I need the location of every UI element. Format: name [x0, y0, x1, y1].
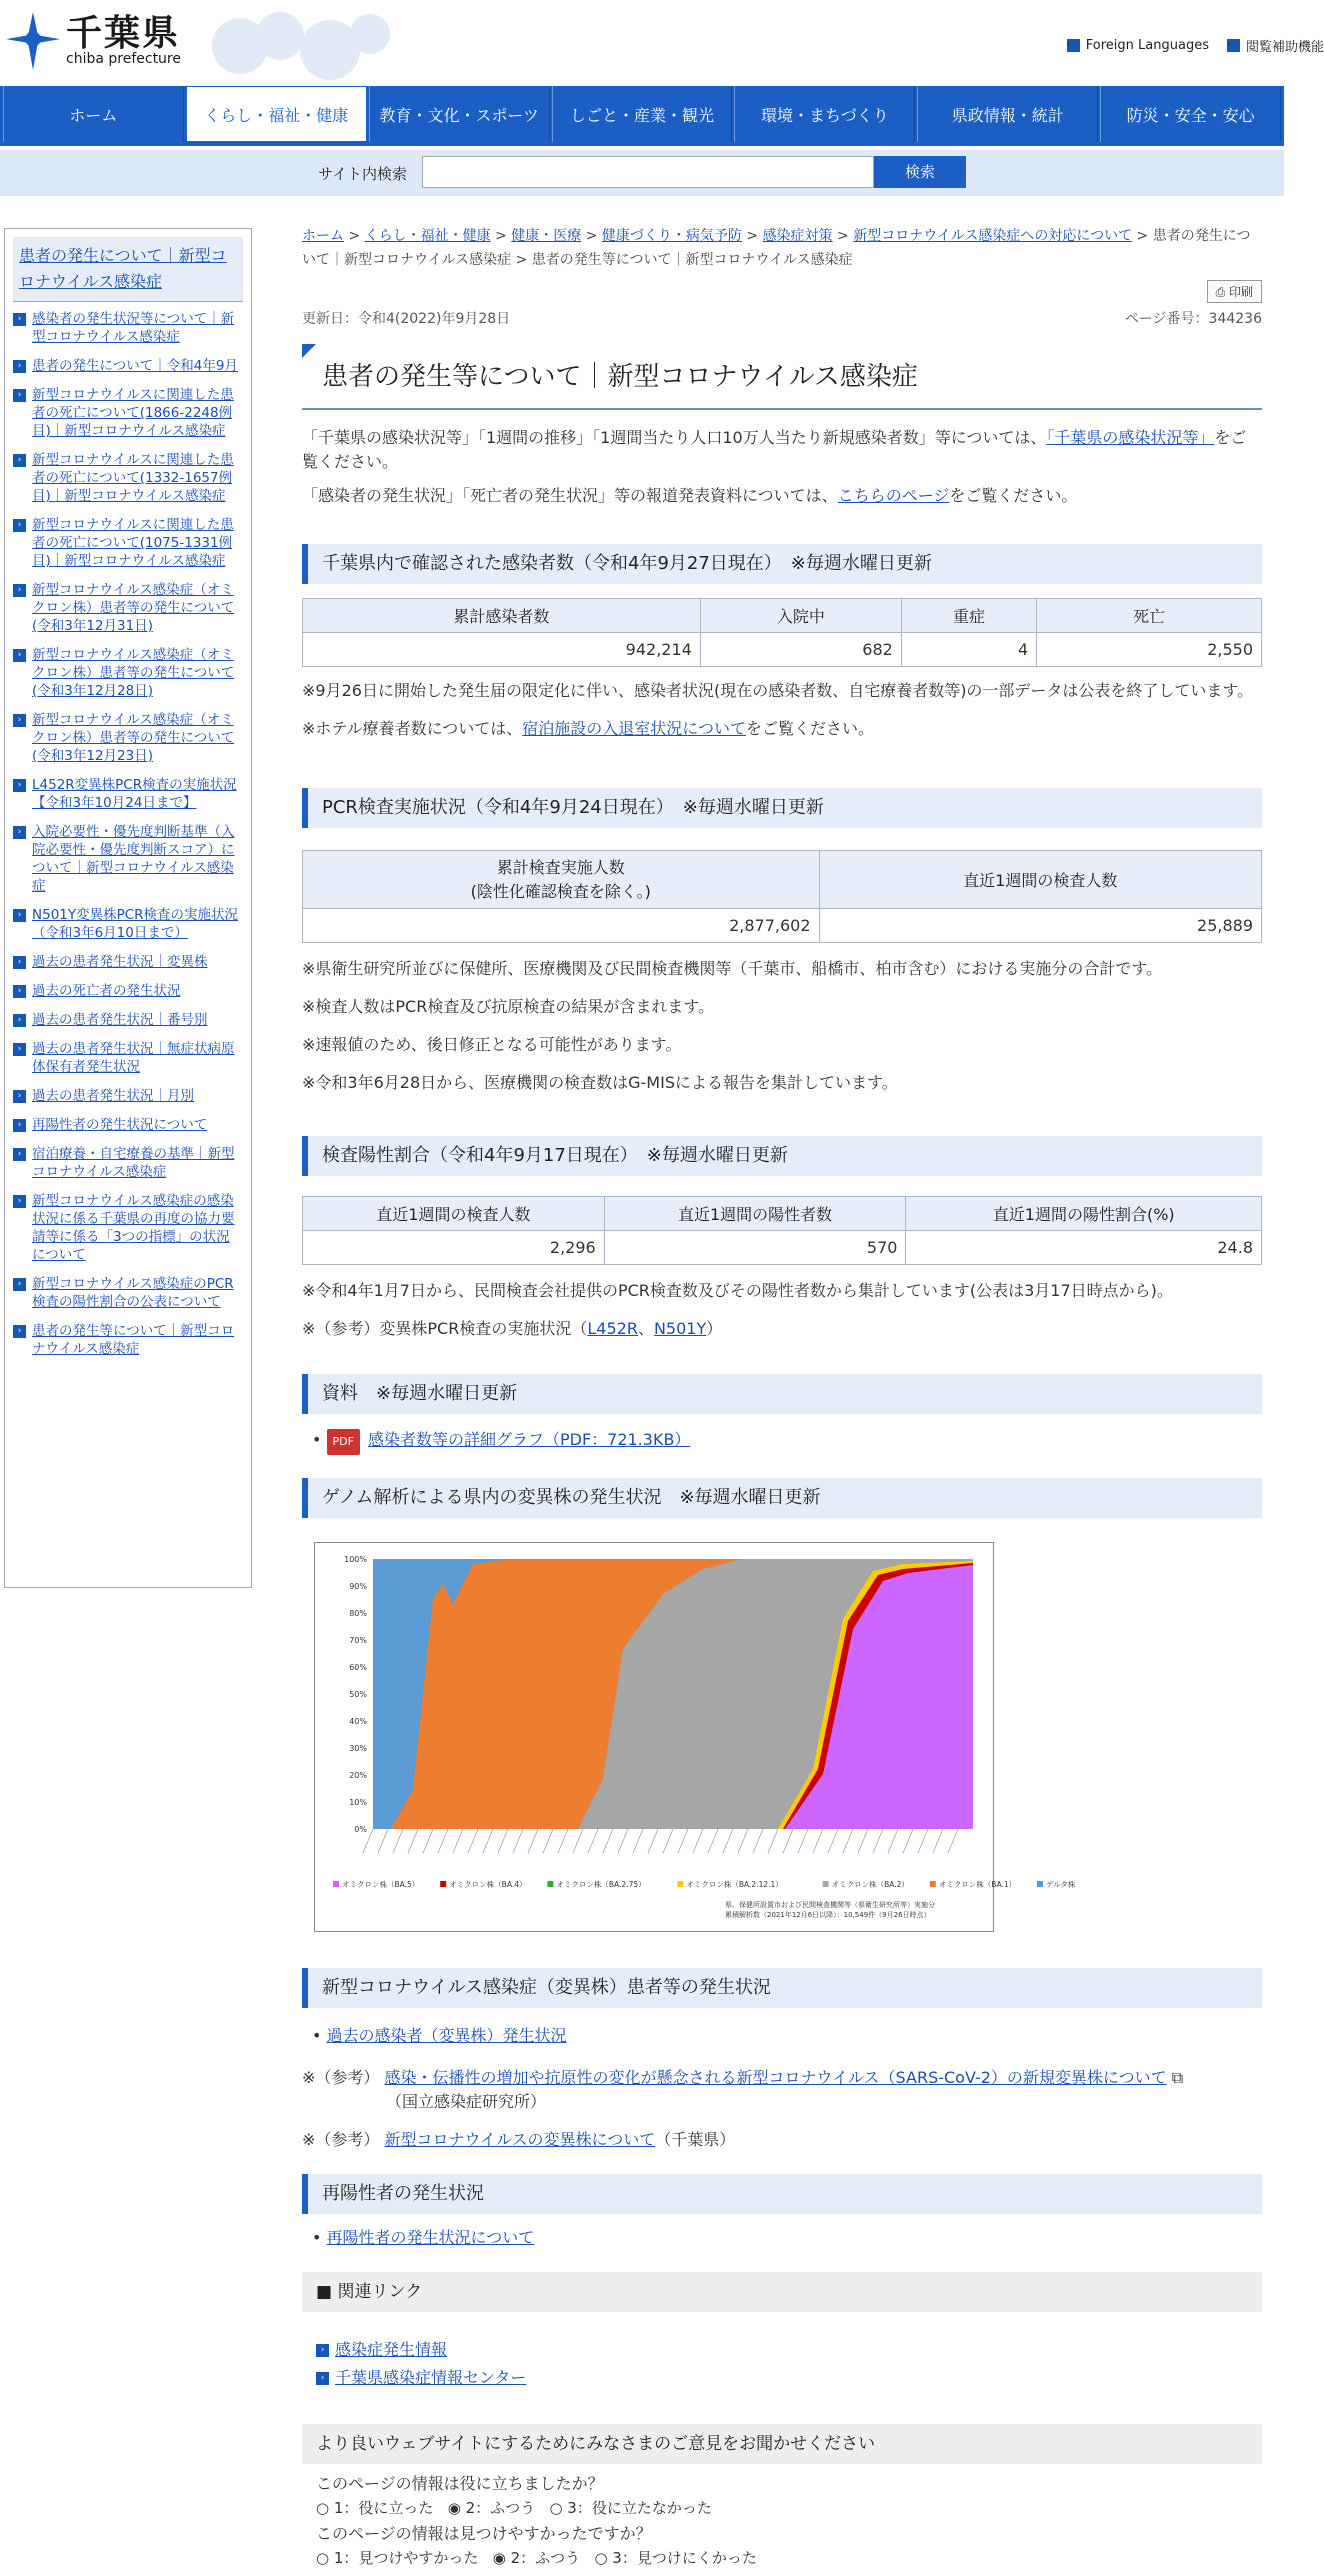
- positivity-table: 直近1週間の検査人数 直近1週間の陽性者数 直近1週間の陽性割合(%) 2,296 570 24.8: [302, 1196, 1262, 1265]
- x-tick-mark: [843, 1829, 853, 1853]
- q1-option-2[interactable]: ◉ 2：ふつう: [447, 2499, 536, 2517]
- section-heading: 資料 ※毎週水曜日更新: [302, 1374, 1262, 1414]
- past-variant-link[interactable]: 過去の感染者（変異株）発生状況: [326, 2026, 567, 2045]
- related-link[interactable]: 感染症発生情報: [335, 2340, 448, 2359]
- section-heading: 新型コロナウイルス感染症（変異株）患者等の発生状況: [302, 1968, 1262, 2008]
- sidebar-item: › 新型コロナウイルス感染症（オミクロン株）患者等の発生について(令和3年12月23日): [13, 711, 243, 765]
- legend-swatch: [823, 1881, 829, 1887]
- header-decoration: [200, 6, 400, 84]
- positivity-section: 検査陽性割合（令和4年9月17日現在） ※毎週水曜日更新 直近1週間の検査人数 直近1週間の陽性者数 直近1週間の陽性割合(%) 2,296 570 24.8 ※令和4年1月7日から、民間検査会社提供のPCR検査数及びその陽性者数から集計しています(公表は3月17日時点から)。 ※（参考）変異株PCR検査の実施状況（L452R、N501Y）: [302, 1136, 1262, 1341]
- q2-option-3[interactable]: ○ 3：見つけにくかった: [594, 2549, 757, 2567]
- sidebar-item: › 過去の患者発生状況｜番号別: [13, 1011, 243, 1029]
- chiba-variant-link[interactable]: 新型コロナウイルスの変異株について: [384, 2130, 656, 2149]
- section-heading: 検査陽性割合（令和4年9月17日現在） ※毎週水曜日更新: [302, 1136, 1262, 1176]
- sidebar-item: › 再陽性者の発生状況について: [13, 1116, 243, 1134]
- x-tick-mark: [918, 1829, 928, 1853]
- legend-label: オミクロン株（BA.2.12.1）: [686, 1880, 783, 1889]
- reading-assist-link[interactable]: › 閲覧補助機能: [1226, 40, 1324, 55]
- section-heading: ゲノム解析による県内の変異株の発生状況 ※毎週水曜日更新: [302, 1478, 1262, 1518]
- search-button[interactable]: 検索: [874, 156, 966, 188]
- q2-option-1[interactable]: ○ 1：見つけやすかった: [316, 2549, 479, 2567]
- arrow-icon: ›: [13, 360, 26, 373]
- x-tick-mark: [738, 1829, 748, 1853]
- related-links: ■ 関連リンク › 感染症発生情報 › 千葉県感染症情報センター: [302, 2272, 1262, 2390]
- x-tick-mark: [948, 1829, 958, 1853]
- nav-work-industry[interactable]: しごと・産業・観光: [552, 86, 733, 142]
- nav-disaster-safety[interactable]: 防災・安全・安心: [1100, 86, 1281, 142]
- nav-home[interactable]: ホーム: [3, 86, 184, 142]
- arrow-icon: ›: [13, 826, 26, 839]
- y-tick-label: 70%: [349, 1636, 367, 1645]
- q1-option-1[interactable]: ○ 1：役に立った: [316, 2499, 434, 2517]
- legend-swatch: [930, 1881, 936, 1887]
- sidebar-list: [13, 310, 243, 1358]
- y-tick-label: 20%: [349, 1771, 367, 1780]
- variant-patients-section: 新型コロナウイルス感染症（変異株）患者等の発生状況 • 過去の感染者（変異株）発生状況 ※（参考） 感染・伝播性の増加や抗原性の変化が懸念される新型コロナウイルス（SARS-CoV-2）の新規変異株について ⧉ （国立感染症研究所） ※（参考） 新型コロナウイルスの変異株について（千葉県）: [302, 1968, 1262, 2152]
- arrow-icon: ›: [13, 1014, 26, 1027]
- arrow-icon: ›: [1067, 39, 1080, 52]
- sidebar-item: › 過去の患者発生状況｜月別: [13, 1087, 243, 1105]
- y-tick-label: 40%: [349, 1717, 367, 1726]
- n501y-link[interactable]: N501Y: [653, 1319, 707, 1338]
- sidebar-item: › L452R変異株PCR検査の実施状況【令和3年10月24日まで】: [13, 776, 243, 812]
- logo-subtitle: chiba prefecture: [66, 51, 181, 67]
- y-tick-label: 100%: [344, 1555, 367, 1564]
- legend-label: オミクロン株（BA.2）: [831, 1880, 909, 1889]
- logo-title: 千葉県: [66, 13, 181, 54]
- chart-source-note: 累積解析数（2021年12月6日以降）：10,549件（9月26日時点）: [725, 1911, 931, 1919]
- x-tick-mark: [813, 1829, 823, 1853]
- hotel-status-link[interactable]: 宿泊施設の入退室状況について: [522, 719, 746, 738]
- x-tick-mark: [783, 1829, 793, 1853]
- arrow-icon: ›: [13, 1090, 26, 1103]
- sidebar-item: › 新型コロナウイルスに関連した患者の死亡について(1866-2248例目)｜新型コロナウイルス感染症: [13, 386, 243, 440]
- arrow-icon: ›: [13, 519, 26, 532]
- site-search-bar: [0, 150, 1284, 196]
- breadcrumb: ホーム > くらし・福祉・健康 > 健康・医療 > 健康づくり・病気予防 > 感染症対策 > 新型コロナウイルス感染症への対応について > 患者の発生について｜新型コロナウイルス感染症 > 患者の発生等について｜新型コロナウイルス感染症: [302, 228, 1251, 268]
- chart-source-note: 県、保健所設置市および民間検査機関等（県衛生研究所等）実施分: [725, 1901, 935, 1909]
- sidebar-item: › 患者の発生等について｜新型コロナウイルス感染症: [13, 1322, 243, 1358]
- arrow-icon: ›: [13, 454, 26, 467]
- chart-svg: [315, 1543, 1076, 1931]
- sidebar-item: › 新型コロナウイルスに関連した患者の死亡について(1075-1331例目)｜新型コロナウイルス感染症: [13, 516, 243, 570]
- repositive-section: 再陽性者の発生状況 • 再陽性者の発生状況について: [302, 2174, 1262, 2250]
- infection-status-link[interactable]: 「千葉県の感染状況等」: [1046, 428, 1215, 447]
- l452r-link[interactable]: L452R: [587, 1319, 638, 1338]
- x-tick-mark: [708, 1829, 718, 1853]
- page-meta: [302, 308, 1262, 328]
- arrow-icon: ›: [13, 1325, 26, 1338]
- sidebar-item: › 新型コロナウイルスに関連した患者の死亡について(1332-1657例目)｜新型コロナウイルス感染症: [13, 451, 243, 505]
- legend-swatch: [440, 1881, 446, 1887]
- y-tick-label: 10%: [349, 1798, 367, 1807]
- sidebar-item: › 過去の患者発生状況｜無症状病原体保有者発生状況: [13, 1040, 243, 1076]
- site-logo[interactable]: [4, 10, 181, 72]
- legend-label: デルタ株: [1046, 1880, 1076, 1889]
- y-tick-label: 50%: [349, 1690, 367, 1699]
- nav-prefecture-info[interactable]: 県政情報・統計: [917, 86, 1098, 142]
- y-tick-label: 30%: [349, 1744, 367, 1753]
- detailed-graph-pdf-link[interactable]: 感染者数等の詳細グラフ（PDF：721.3KB）: [367, 1430, 691, 1449]
- x-tick-mark: [633, 1829, 643, 1853]
- related-link[interactable]: 千葉県感染症情報センター: [335, 2368, 527, 2387]
- materials-section: 資料 ※毎週水曜日更新 • PDF 感染者数等の詳細グラフ（PDF：721.3KB）: [302, 1374, 1262, 1455]
- x-tick-mark: [888, 1829, 898, 1853]
- breadcrumb-link[interactable]: くらし・福祉・健康: [364, 228, 491, 244]
- arrow-icon: ›: [13, 779, 26, 792]
- legend-swatch: [1037, 1881, 1043, 1887]
- sidebar-item: › 感染者の発生状況等について｜新型コロナウイルス感染症: [13, 310, 243, 346]
- x-tick-mark: [588, 1829, 598, 1853]
- q2-option-2[interactable]: ◉ 2：ふつう: [492, 2549, 581, 2567]
- legend-swatch: [547, 1881, 553, 1887]
- x-tick-mark: [723, 1829, 733, 1853]
- site-header: [0, 0, 1324, 86]
- niid-variant-link[interactable]: 感染・伝播性の増加や抗原性の変化が懸念される新型コロナウイルス（SARS-CoV-2）の新規変異株について: [384, 2068, 1167, 2087]
- survey-title: より良いウェブサイトにするためにみなさまのご意見をお聞かせください: [302, 2424, 1262, 2464]
- printer-icon: ⎙: [1215, 285, 1229, 299]
- sidebar-item: › 新型コロナウイルス感染症（オミクロン株）患者等の発生について(令和3年12月31日): [13, 581, 243, 635]
- x-tick-mark: [768, 1829, 778, 1853]
- x-tick-mark: [498, 1829, 508, 1853]
- x-tick-mark: [483, 1829, 493, 1853]
- y-tick-label: 0%: [354, 1825, 367, 1834]
- survey-question-2: このページの情報は見つけやすかったですか？: [316, 2524, 652, 2543]
- y-tick-label: 80%: [349, 1609, 367, 1618]
- sidebar-title-link[interactable]: 患者の発生について｜新型コロナウイルス感染症: [19, 246, 227, 291]
- print-button[interactable]: ⎙ 印刷: [1207, 280, 1262, 303]
- section-heading: PCR検査実施状況（令和4年9月24日現在） ※毎週水曜日更新: [302, 788, 1262, 828]
- sidebar-item: › 過去の患者発生状況｜変異株: [13, 953, 243, 971]
- square-bullet-icon: ■: [316, 2282, 338, 2302]
- arrow-icon: ›: [316, 2372, 329, 2385]
- x-tick-mark: [378, 1829, 388, 1853]
- foreign-languages-link[interactable]: › Foreign Languages: [1066, 38, 1209, 53]
- x-tick-mark: [693, 1829, 703, 1853]
- x-tick-mark: [678, 1829, 688, 1853]
- chiba-emblem-icon: [4, 10, 62, 72]
- x-tick-mark: [933, 1829, 943, 1853]
- section-heading: 再陽性者の発生状況: [302, 2174, 1262, 2214]
- external-link-icon: ⧉: [1171, 2068, 1184, 2087]
- sidebar-item: › 患者の発生について｜令和4年9月: [13, 357, 243, 375]
- intro: 「千葉県の感染状況等」「1週間の推移」「1週間当たり人口10万人当たり新規感染者数」等については、「千葉県の感染状況等」をご覧ください。 「感染者の発生状況」「死亡者の発生状況」等の報道発表資料については、こちらのページをご覧ください。: [302, 428, 1247, 505]
- arrow-icon: ›: [13, 1278, 26, 1291]
- genome-section: [302, 1478, 1262, 1518]
- x-tick-mark: [603, 1829, 613, 1853]
- breadcrumb-link[interactable]: 健康・医療: [511, 228, 582, 244]
- arrow-icon: ›: [13, 1043, 26, 1056]
- x-tick-mark: [558, 1829, 568, 1853]
- arrow-icon: ›: [13, 985, 26, 998]
- legend-label: オミクロン株（BA.4）: [449, 1880, 527, 1889]
- search-input[interactable]: [422, 156, 874, 188]
- x-tick-mark: [468, 1829, 478, 1853]
- legend-label: オミクロン株（BA.1）: [938, 1880, 1017, 1889]
- pcr-table: 累計検査実施人数 (陰性化確認検査を除く。) 直近1週間の検査人数 2,877,602 25,889: [302, 850, 1262, 943]
- arrow-icon: ›: [13, 649, 26, 662]
- legend-swatch: [333, 1881, 339, 1887]
- x-tick-mark: [393, 1829, 403, 1853]
- x-tick-mark: [663, 1829, 673, 1853]
- sidebar-item: › 宿泊療養・自宅療養の基準｜新型コロナウイルス感染症: [13, 1145, 243, 1181]
- x-tick-mark: [438, 1829, 448, 1853]
- arrow-icon: ›: [13, 1195, 26, 1208]
- arrow-icon: ›: [13, 1148, 26, 1161]
- arrow-icon: ›: [1227, 39, 1240, 52]
- arrow-icon: ›: [13, 389, 26, 402]
- arrow-icon: ›: [13, 714, 26, 727]
- x-tick-mark: [573, 1829, 583, 1853]
- sidebar-item: › 新型コロナウイルス感染症（オミクロン株）患者等の発生について(令和3年12月28日): [13, 646, 243, 700]
- legend-label: オミクロン株（BA.2.75）: [556, 1880, 646, 1889]
- arrow-icon: ›: [13, 584, 26, 597]
- sidebar-item: › 入院必要性・優先度判断基準（入院必要性・優先度判断スコア）について｜新型コロナウイルス感染症: [13, 823, 243, 895]
- x-tick-mark: [543, 1829, 553, 1853]
- x-tick-mark: [828, 1829, 838, 1853]
- pdf-icon: PDF: [327, 1429, 360, 1455]
- sidebar-item: › 新型コロナウイルス感染症の感染状況に係る千葉県の再度の協力要請等に係る「3つの指標」の状況について: [13, 1192, 243, 1264]
- infected-count-section: 千葉県内で確認された感染者数（令和4年9月27日現在） ※毎週水曜日更新 累計感染者数 入院中 重症 死亡 942,214 682 4 2,550 ※9月26日に開始した発生届の限定化に伴い、感染者状況(現在の感染者数、自宅療養者数等)の一部データは公表を終了しています。 ※ホテル療養者数については、宿泊施設の入退室状況についてをご覧ください。: [302, 544, 1262, 741]
- infected-table: 累計感染者数 入院中 重症 死亡 942,214 682 4 2,550: [302, 598, 1262, 667]
- x-tick-mark: [513, 1829, 523, 1853]
- arrow-icon: ›: [316, 2344, 329, 2357]
- x-tick-mark: [873, 1829, 883, 1853]
- nav-life-welfare-health[interactable]: くらし・福祉・健康: [186, 86, 367, 142]
- survey-question-1: このページの情報は役に立ちましたか？: [316, 2474, 604, 2493]
- x-tick-mark: [858, 1829, 868, 1853]
- sidebar: [4, 228, 252, 1588]
- x-tick-mark: [423, 1829, 433, 1853]
- x-tick-mark: [648, 1829, 658, 1853]
- x-tick-mark: [618, 1829, 628, 1853]
- search-label: サイト内検索: [318, 165, 407, 183]
- breadcrumb-link[interactable]: 新型コロナウイルス感染症への対応について: [853, 228, 1133, 244]
- variant-area-chart: [314, 1542, 1076, 1932]
- x-tick-mark: [453, 1829, 463, 1853]
- y-tick-label: 90%: [349, 1582, 367, 1591]
- page-number: ページ番号：344236: [1124, 311, 1262, 327]
- x-tick-mark: [408, 1829, 418, 1853]
- arrow-icon: ›: [13, 313, 26, 326]
- breadcrumb-current: 患者の発生について｜新型コロナウイルス感染症 > 患者の発生等について｜新型コロナウイルス感染症: [302, 228, 1251, 268]
- global-nav: [0, 86, 1284, 146]
- pcr-section: PCR検査実施状況（令和4年9月24日現在） ※毎週水曜日更新 累計検査実施人数 (陰性化確認検査を除く。) 直近1週間の検査人数 2,877,602 25,889 ※県衛生研究所並びに保健所、医療機関及び民間検査機関等（千葉市、船橋市、柏市含む）における実施分の合計です。 ※検査人数はPCR検査及び抗原検査の結果が含まれます。 ※速報値のため、後日修正となる可能性があります。 ※令和3年6月28日から、医療機関の検査数はG-MISによる報告を集計しています。: [302, 788, 1262, 1095]
- x-tick-mark: [798, 1829, 808, 1853]
- repositive-link[interactable]: 再陽性者の発生状況について: [326, 2228, 535, 2247]
- x-tick-mark: [528, 1829, 538, 1853]
- main-content: [302, 224, 1262, 2567]
- feedback-survey: [302, 2424, 1262, 2570]
- x-tick-mark: [753, 1829, 763, 1853]
- sidebar-item: › 過去の死亡者の発生状況: [13, 982, 243, 1000]
- press-release-link[interactable]: こちらのページ: [837, 486, 950, 505]
- breadcrumb-link[interactable]: ホーム: [302, 228, 344, 244]
- updated-date: 更新日：令和4(2022)年9月28日: [302, 311, 511, 327]
- nav-education-culture[interactable]: 教育・文化・スポーツ: [369, 86, 550, 142]
- arrow-icon: ›: [13, 1119, 26, 1132]
- q1-option-3[interactable]: ○ 3：役に立たなかった: [549, 2499, 712, 2517]
- page-title: 患者の発生等について｜新型コロナウイルス感染症: [302, 344, 1262, 410]
- arrow-icon: ›: [13, 909, 26, 922]
- sidebar-item: › N501Y変異株PCR検査の実施状況（令和3年6月10日まで）: [13, 906, 243, 942]
- nav-environment[interactable]: 環境・まちづくり: [734, 86, 915, 142]
- breadcrumb-link[interactable]: 感染症対策: [762, 228, 833, 244]
- legend-swatch: [677, 1881, 683, 1887]
- legend-label: オミクロン株（BA.5）: [342, 1880, 420, 1889]
- x-tick-mark: [903, 1829, 913, 1853]
- section-heading: 千葉県内で確認された感染者数（令和4年9月27日現在） ※毎週水曜日更新: [302, 544, 1262, 584]
- sidebar-item: › 新型コロナウイルス感染症のPCR検査の陽性割合の公表について: [13, 1275, 243, 1311]
- breadcrumb-link[interactable]: 健康づくり・病気予防: [601, 228, 742, 244]
- arrow-icon: ›: [13, 956, 26, 969]
- y-tick-label: 60%: [349, 1663, 367, 1672]
